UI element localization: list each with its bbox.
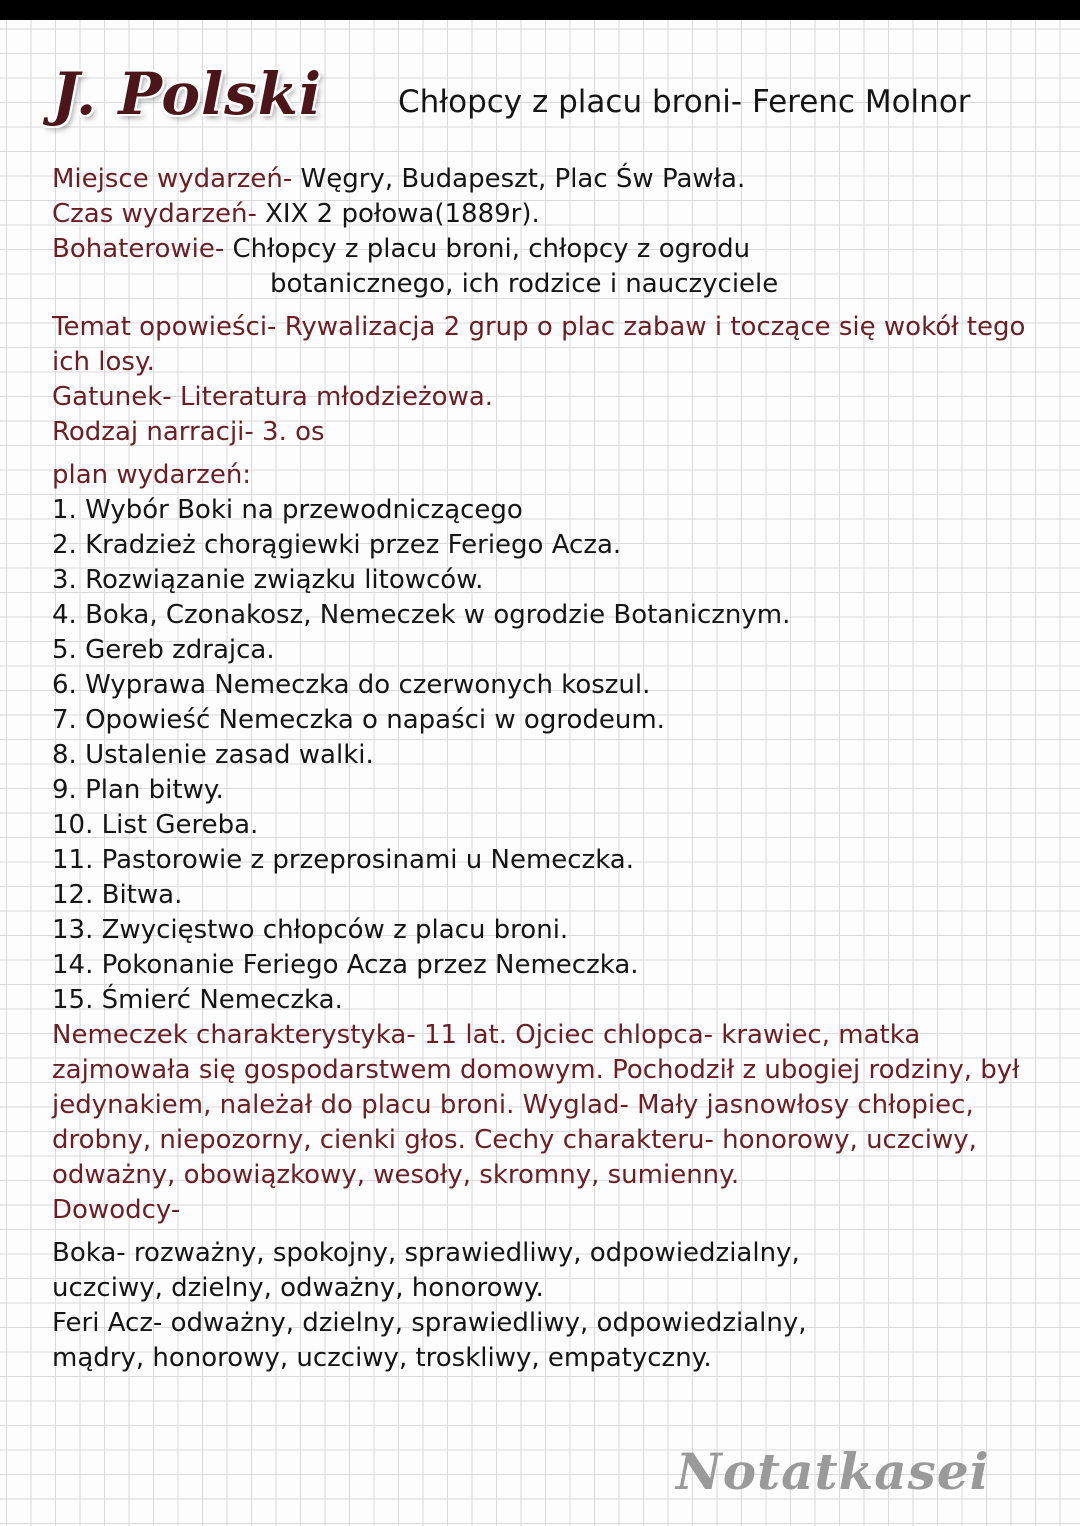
list-item: 12. Bitwa. xyxy=(52,880,183,910)
heroes-value-1: Chłopcy z placu broni, chłopcy z ogrodu xyxy=(232,234,751,264)
topic-value: Rywalizacja 2 grup o plac zabaw i toczące się wokół tego ich losy. xyxy=(52,312,1026,377)
heroes-label: Bohaterowie- xyxy=(52,234,225,264)
time-value: XIX 2 połowa(1889r). xyxy=(265,199,540,229)
list-item: 2. Kradzież chorągiewki przez Feriego Acza. xyxy=(52,530,622,560)
boka-line-2: uczciwy, dzielny, odważny, honorowy. xyxy=(52,1273,544,1303)
narration-line xyxy=(52,415,1042,450)
character-text: 11 lat. Ojciec chlopca- krawiec, matka zajmowała się gospodarstwem domowym. Pochodził z ubogiej rodziny, był jedynakiem, należał do placu broni. Wyglad- Mały jasnowłosy chłopiec, drobny, niepozorny, cienki głos. Cechy charakteru- honorowy, uczciwy, odważny, obowiązkowy, wesoły, skromny, sumienny. xyxy=(52,1020,1020,1190)
place-label: Miejsce wydarzeń- xyxy=(52,164,293,194)
time-label: Czas wydarzeń- xyxy=(52,199,257,229)
list-item: 14. Pokonanie Feriego Acza przez Nemeczka. xyxy=(52,950,639,980)
book-title: Chłopcy z placu broni- Ferenc Molnor xyxy=(398,84,971,120)
list-item: 5. Gereb zdrajca. xyxy=(52,635,275,665)
genre-line xyxy=(52,380,1042,415)
list-item: 1. Wybór Boki na przewodniczącego xyxy=(52,495,523,525)
list-item: 4. Boka, Czonakosz, Nemeczek w ogrodzie Botanicznym. xyxy=(52,600,791,630)
time-line xyxy=(52,197,1042,232)
list-item: 15. Śmierć Nemeczka. xyxy=(52,985,343,1015)
list-item: 13. Zwycięstwo chłopców z placu broni. xyxy=(52,915,569,945)
list-item: 9. Plan bitwy. xyxy=(52,775,224,805)
plan-heading: plan wydarzeń: xyxy=(52,460,252,490)
place-line xyxy=(52,162,1042,197)
heroes-line xyxy=(52,232,1042,267)
genre-value: Literatura młodzieżowa. xyxy=(179,382,494,412)
plan-list xyxy=(52,493,1042,1018)
narration-value: 3. os xyxy=(262,417,325,447)
list-item: 6. Wyprawa Nemeczka do czerwonych koszul. xyxy=(52,670,651,700)
topic-line xyxy=(52,310,1042,380)
page-title: J. Polski xyxy=(52,60,322,128)
heroes-value-2: botanicznego, ich rodzice i nauczyciele xyxy=(270,269,779,299)
feri-line-1: Feri Acz- odważny, dzielny, sprawiedliwy, odpowiedzialny, xyxy=(52,1308,807,1338)
author-signature: Notatkasei xyxy=(676,1442,990,1501)
list-item: 11. Pastorowie z przeprosinami u Nemeczka. xyxy=(52,845,635,875)
commanders-heading: Dowodcy- xyxy=(52,1195,181,1225)
list-item: 8. Ustalenie zasad walki. xyxy=(52,740,374,770)
notes-body xyxy=(52,162,1042,1376)
narration-label: Rodzaj narracji- xyxy=(52,417,254,447)
list-item: 10. List Gereba. xyxy=(52,810,259,840)
top-bar xyxy=(0,0,1080,20)
list-item: 3. Rozwiązanie związku litowców. xyxy=(52,565,484,595)
list-item: 7. Opowieść Nemeczka o napaści w ogrodeum. xyxy=(52,705,665,735)
place-value: Węgry, Budapeszt, Plac Św Pawła. xyxy=(300,164,746,194)
character-paragraph xyxy=(52,1018,1042,1193)
feri-line-2: mądry, honorowy, uczciwy, troskliwy, empatyczny. xyxy=(52,1343,712,1373)
genre-label: Gatunek- xyxy=(52,382,172,412)
character-label: Nemeczek charakterystyka- xyxy=(52,1020,416,1050)
heroes-line-2 xyxy=(52,267,1042,302)
boka-line-1: Boka- rozważny, spokojny, sprawiedliwy, odpowiedzialny, xyxy=(52,1238,800,1268)
topic-label: Temat opowieści- xyxy=(52,312,277,342)
